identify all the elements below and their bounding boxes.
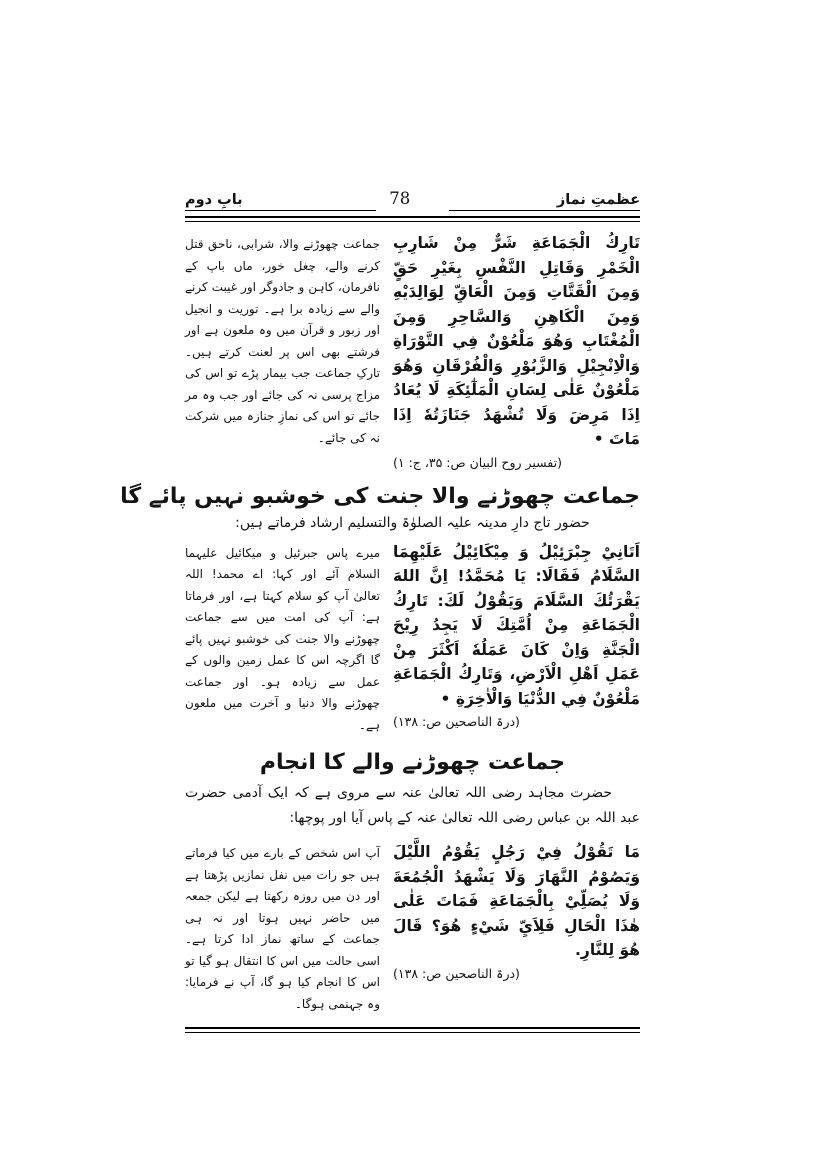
urdu-column xyxy=(185,840,380,1015)
hadith-section-fragrance xyxy=(185,540,640,737)
chapter-label: بابِ دوم xyxy=(185,192,243,208)
arabic-column xyxy=(393,231,640,470)
arabic-hadith-text: مَا تَقُوْلُ فِيْ رَجُلٍ يَقُوْمُ اللَّيْلَ وَيَصُوْمُ النَّهَارَ وَلَا يَشْهَدُ الْجُمُعَةَ وَلَا يُصَلِّيْ بِالْجَمَاعَةِ فَمَاتَ عَلٰى هٰذَا الْحَالِ فَلِاَيِّ شَيْءٍ هُوَ؟ قَالَ هُوَ لِلنَّارِ. xyxy=(393,843,640,959)
narration-intro: حضرت مجاہد رضی اللہ تعالیٰ عنہ سے مروی ہے کہ ایک آدمی حضرت عبد اللہ بن عباس رضی اللہ تعالیٰ عنہ کے پاس آیا اور پوچھا: xyxy=(185,785,640,826)
urdu-translation: میرے پاس جبرئیل و میکائیل علیہما السلام آئے اور کہا: اے محمد! اللہ تعالیٰ آپ کو سلام کہتا ہے، اور فرماتا ہے: آپ کی امت میں سے جماعت چھوڑنے والا جنت کی خوشبو نہیں پائے گا اگرچہ اس کا عمل زمین والوں کے عمل سے زیادہ ہو۔ اور جماعت چھوڑنے والا دنیا و آخرت میں ملعون ہے۔ xyxy=(185,545,380,732)
header-double-rule xyxy=(185,216,640,222)
arabic-hadith-text: اَتَانِيْ جِبْرَئِيْلُ وَ مِيْكَائِيْلُ عَلَيْهِمَا السَّلَامُ فَقَالَا: يَا مُحَمَّدُ! اِنَّ اللهَ يَقْرَئُكَ السَّلَامَ وَيَقُوْلُ لَكَ: تَارِكُ الْجَمَاعَةِ مِنْ اُمَّتِكَ لَا يَجِدُ رِيْحَ الْجَنَّةِ وَاِنْ كَانَ عَمَلُهٗ اَكْثَرَ مِنْ عَمَلِ اَهْلِ الْاَرْضِ، وَتَارِكُ الْجَمَاعَةِ مَلْعُوْنٌ فِي الدُّنْيَا وَالْاٰخِرَةِ • xyxy=(393,542,640,708)
header-rule-left xyxy=(185,210,376,211)
source-citation: (درۃ الناصحین ص: ۱۳۸) xyxy=(393,965,520,981)
bottom-double-rule xyxy=(185,1027,640,1033)
heading-no-fragrance: جماعت چھوڑنے والا جنت کی خوشبو نہیں پائے گا xyxy=(120,483,640,509)
page-header xyxy=(185,186,640,208)
source-citation: (درۃ الناصحین ص: ۱۳۸) xyxy=(393,714,520,729)
arabic-column xyxy=(393,540,640,737)
hadith-section-khamr xyxy=(185,231,640,470)
book-title: عظمتِ نماز xyxy=(556,192,640,208)
hadith-section-consequence xyxy=(185,840,640,1015)
urdu-translation: آپ اس شخص کے بارے میں کیا فرماتے ہیں جو رات میں نفل نمازیں پڑھتا ہے اور دن میں روزہ رکھتا ہے لیکن جمعہ میں حاضر نہیں ہوتا اور نہ ہی جماعت کے ساتھ نماز ادا کرتا ہے۔ اسی حالت میں اس کا انتقال ہو گیا تو اس کا انجام کیا ہو گا، آپ نے فرمایا: وہ جہنمی ہوگا۔ xyxy=(185,846,380,1011)
arabic-hadith-text: تَارِكُ الْجَمَاعَةِ شَرٌّ مِنْ شَارِبِ الْخَمْرِ وَقَاتِلِ النَّفْسِ بِغَيْرِ حَقٍّ وَمِنَ الْقَتَّاتِ وَمِنَ الْعَاقِّ لِوَالِدَيْهِ وَمِنَ الْكَاهِنِ وَالسَّاحِرِ وَمِنَ الْمُغْتَابِ وَهُوَ مَلْعُوْنٌ فِي التَّوْرَاةِ وَالْاِنْجِيْلِ وَالزَّبُوْرِ وَالْفُرْقَانِ وَهُوَ مَلْعُوْنٌ عَلٰى لِسَانِ الْمَلٰٓئِكَةِ لَا يُعَادُ اِذَا مَرِضَ وَلَا تُشْهَدُ جَنَازَتُهٗ اِذَا مَاتَ • xyxy=(393,234,640,448)
page-number: 78 xyxy=(389,189,411,208)
urdu-column xyxy=(185,540,380,737)
urdu-translation: جماعت چھوڑنے والا، شرابی، ناحق قتل کرنے والے، چغل خور، ماں باپ کے نافرمان، کاہن و جادوگر اور غیبت کرنے والے سے زیادہ برا ہے۔ توریت و انجیل اور زبور و قرآن میں وہ ملعون ہے اور فرشتے بھی اس پر لعنت کرتے ہیں۔ تارکِ جماعت جب بیمار پڑے تو اس کی مزاج پرسی نہ کی جائے اور جب وہ مر جائے تو اس کی نمازِ جنازہ میں شرکت نہ کی جائے۔ xyxy=(185,237,380,445)
arabic-column xyxy=(393,840,640,1015)
header-rule-right xyxy=(449,210,640,211)
urdu-column xyxy=(185,231,380,470)
heading-consequence: جماعت چھوڑنے والے کا انجام xyxy=(259,750,566,775)
book-page xyxy=(120,186,640,1033)
narration-subheading: حضور تاج دارِ مدینہ علیہ الصلوٰۃ والتسلیم ارشاد فرماتے ہیں: xyxy=(235,514,590,531)
source-citation: (تفسیر روح البیان ص: ۳۵، ج: ۱) xyxy=(393,454,562,470)
